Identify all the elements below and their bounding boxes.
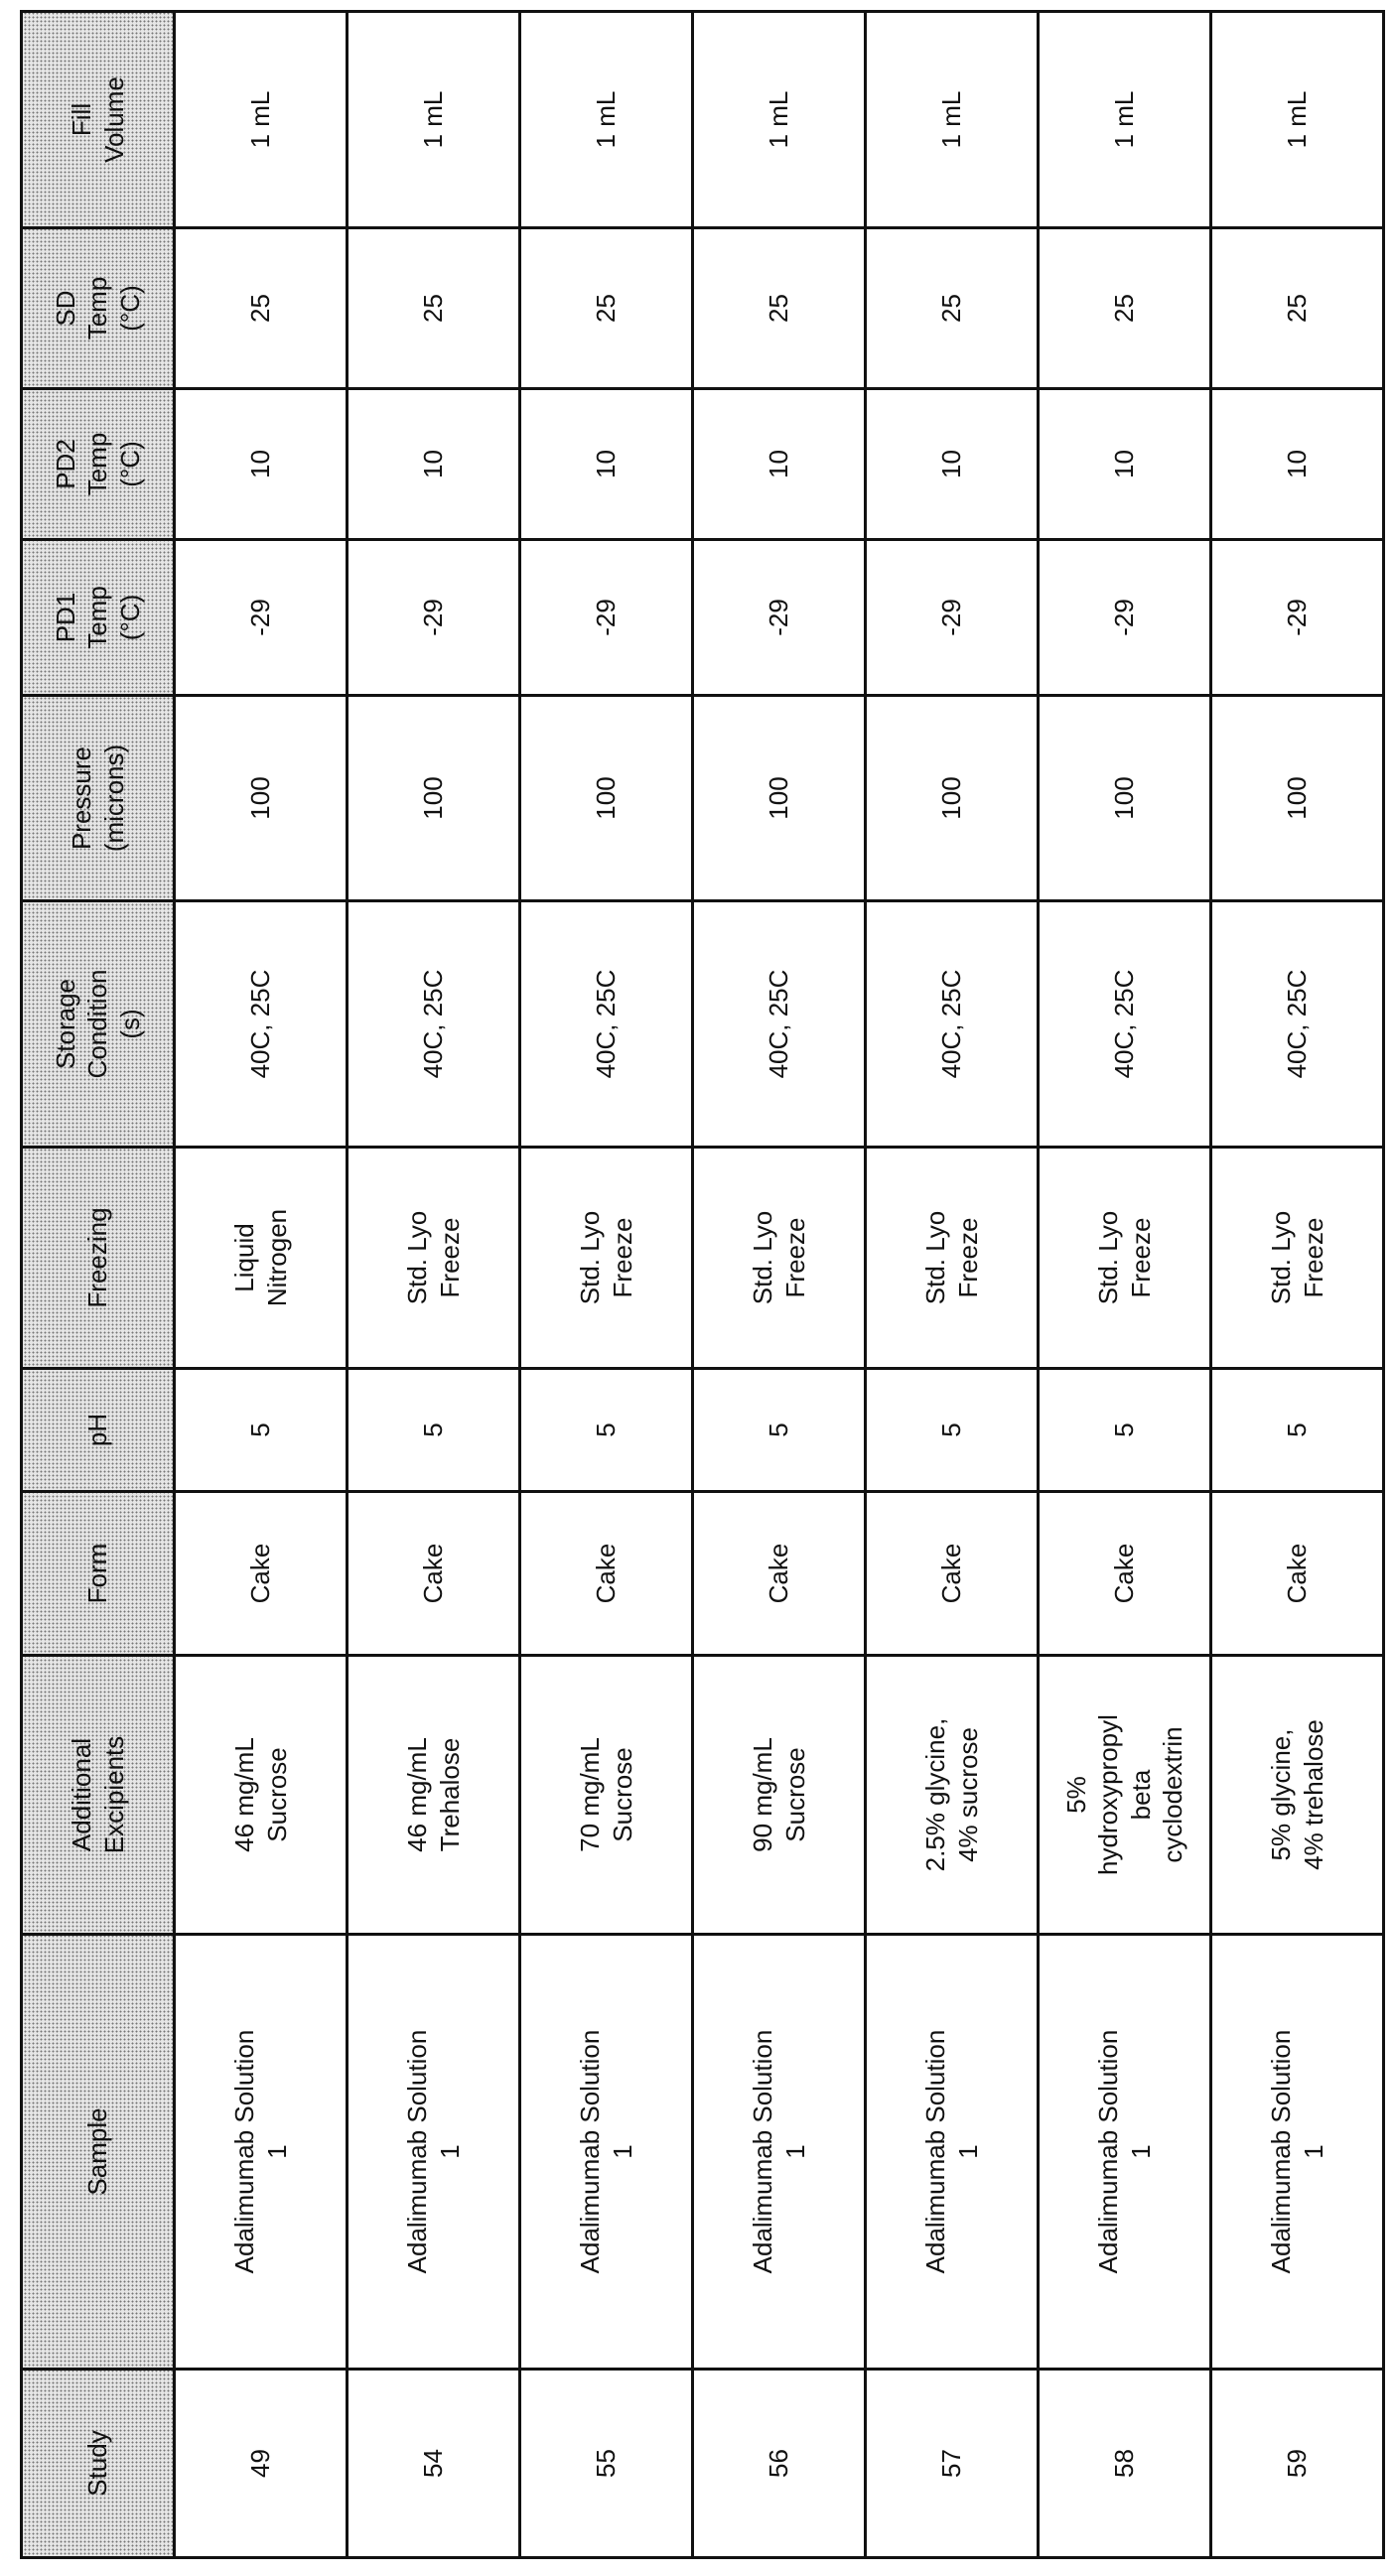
cell-ph: 5: [1039, 1369, 1211, 1492]
cell-pd2-temp: 10: [693, 389, 866, 540]
cell-additional-excipients: 46 mg/mL Trehalose: [348, 1656, 520, 1935]
cell-sample: Adalimumab Solution 1: [866, 1935, 1039, 2370]
header-form: Form: [22, 1492, 175, 1656]
cell-ph: 5: [1211, 1369, 1384, 1492]
table-row: [866, 12, 1039, 2558]
cell-additional-excipients: 5% hydroxypropyl beta cyclodextrin: [1039, 1656, 1211, 1935]
header-pd1-temp: PD1 Temp (°C): [22, 540, 175, 696]
cell-storage-conditions: 40C, 25C: [693, 901, 866, 1148]
table-row: [348, 12, 520, 2558]
header-ph: pH: [22, 1369, 175, 1492]
cell-fill-volume: 1 mL: [1039, 12, 1211, 228]
cell-storage-conditions: 40C, 25C: [866, 901, 1039, 1148]
cell-storage-conditions: 40C, 25C: [1211, 901, 1384, 1148]
cell-additional-excipients: 2.5% glycine, 4% sucrose: [866, 1656, 1039, 1935]
cell-study: 55: [520, 2370, 693, 2558]
rotated-table-container: [20, 13, 1383, 2559]
cell-pd2-temp: 10: [1211, 389, 1384, 540]
cell-sd-temp: 25: [693, 228, 866, 389]
cell-storage-conditions: 40C, 25C: [520, 901, 693, 1148]
cell-pd2-temp: 10: [175, 389, 348, 540]
cell-freezing: Std. Lyo Freeze: [520, 1148, 693, 1369]
cell-sd-temp: 25: [866, 228, 1039, 389]
cell-pressure: 100: [1039, 696, 1211, 901]
cell-pd1-temp: -29: [866, 540, 1039, 696]
header-fill-volume: Fill Volume: [22, 12, 175, 228]
cell-form: Cake: [1039, 1492, 1211, 1656]
cell-pressure: 100: [348, 696, 520, 901]
cell-sd-temp: 25: [520, 228, 693, 389]
cell-freezing: Liquid Nitrogen: [175, 1148, 348, 1369]
cell-pd2-temp: 10: [1039, 389, 1211, 540]
cell-ph: 5: [520, 1369, 693, 1492]
cell-sample: Adalimumab Solution 1: [348, 1935, 520, 2370]
cell-sample: Adalimumab Solution 1: [1039, 1935, 1211, 2370]
cell-sd-temp: 25: [1039, 228, 1211, 389]
cell-freezing: Std. Lyo Freeze: [866, 1148, 1039, 1369]
cell-sd-temp: 25: [348, 228, 520, 389]
cell-storage-conditions: 40C, 25C: [175, 901, 348, 1148]
cell-pd2-temp: 10: [866, 389, 1039, 540]
cell-fill-volume: 1 mL: [175, 12, 348, 228]
cell-pressure: 100: [693, 696, 866, 901]
cell-fill-volume: 1 mL: [1211, 12, 1384, 228]
header-pd2-temp: PD2 Temp (°C): [22, 389, 175, 540]
cell-study: 57: [866, 2370, 1039, 2558]
cell-pd2-temp: 10: [520, 389, 693, 540]
cell-sample: Adalimumab Solution 1: [520, 1935, 693, 2370]
cell-study: 54: [348, 2370, 520, 2558]
cell-fill-volume: 1 mL: [348, 12, 520, 228]
cell-ph: 5: [348, 1369, 520, 1492]
cell-pd1-temp: -29: [348, 540, 520, 696]
cell-sd-temp: 25: [175, 228, 348, 389]
cell-sample: Adalimumab Solution 1: [693, 1935, 866, 2370]
cell-storage-conditions: 40C, 25C: [348, 901, 520, 1148]
cell-fill-volume: 1 mL: [866, 12, 1039, 228]
cell-sample: Adalimumab Solution 1: [175, 1935, 348, 2370]
cell-fill-volume: 1 mL: [520, 12, 693, 228]
cell-form: Cake: [866, 1492, 1039, 1656]
cell-freezing: Std. Lyo Freeze: [1039, 1148, 1211, 1369]
cell-fill-volume: 1 mL: [693, 12, 866, 228]
cell-pd1-temp: -29: [175, 540, 348, 696]
header-sample: Sample: [22, 1935, 175, 2370]
cell-additional-excipients: 90 mg/mL Sucrose: [693, 1656, 866, 1935]
cell-pressure: 100: [866, 696, 1039, 901]
cell-study: 56: [693, 2370, 866, 2558]
cell-form: Cake: [693, 1492, 866, 1656]
cell-additional-excipients: 70 mg/mL Sucrose: [520, 1656, 693, 1935]
cell-pd1-temp: -29: [520, 540, 693, 696]
cell-pressure: 100: [175, 696, 348, 901]
cell-pd2-temp: 10: [348, 389, 520, 540]
cell-storage-conditions: 40C, 25C: [1039, 901, 1211, 1148]
cell-sd-temp: 25: [1211, 228, 1384, 389]
cell-form: Cake: [520, 1492, 693, 1656]
table-row: [1211, 12, 1384, 2558]
header-row: [22, 12, 175, 2558]
cell-ph: 5: [693, 1369, 866, 1492]
cell-additional-excipients: 5% glycine, 4% trehalose: [1211, 1656, 1384, 1935]
table-row: [175, 12, 348, 2558]
cell-freezing: Std. Lyo Freeze: [348, 1148, 520, 1369]
header-additional-excipients: Additional Excipients: [22, 1656, 175, 1935]
table-row: [520, 12, 693, 2558]
cell-study: 49: [175, 2370, 348, 2558]
header-freezing: Freezing: [22, 1148, 175, 1369]
cell-form: Cake: [348, 1492, 520, 1656]
cell-freezing: Std. Lyo Freeze: [693, 1148, 866, 1369]
cell-sample: Adalimumab Solution 1: [1211, 1935, 1384, 2370]
header-sd-temp: SD Temp (°C): [22, 228, 175, 389]
cell-pd1-temp: -29: [693, 540, 866, 696]
cell-additional-excipients: 46 mg/mL Sucrose: [175, 1656, 348, 1935]
cell-pd1-temp: -29: [1211, 540, 1384, 696]
header-storage-conditions: Storage Condition (s): [22, 901, 175, 1148]
cell-ph: 5: [175, 1369, 348, 1492]
cell-study: 58: [1039, 2370, 1211, 2558]
table-row: [1039, 12, 1211, 2558]
header-pressure: Pressure (microns): [22, 696, 175, 901]
cell-pressure: 100: [520, 696, 693, 901]
formulation-table: [20, 10, 1385, 2559]
cell-form: Cake: [1211, 1492, 1384, 1656]
cell-freezing: Std. Lyo Freeze: [1211, 1148, 1384, 1369]
cell-study: 59: [1211, 2370, 1384, 2558]
cell-pd1-temp: -29: [1039, 540, 1211, 696]
cell-pressure: 100: [1211, 696, 1384, 901]
cell-form: Cake: [175, 1492, 348, 1656]
table-row: [693, 12, 866, 2558]
header-study: Study: [22, 2370, 175, 2558]
cell-ph: 5: [866, 1369, 1039, 1492]
